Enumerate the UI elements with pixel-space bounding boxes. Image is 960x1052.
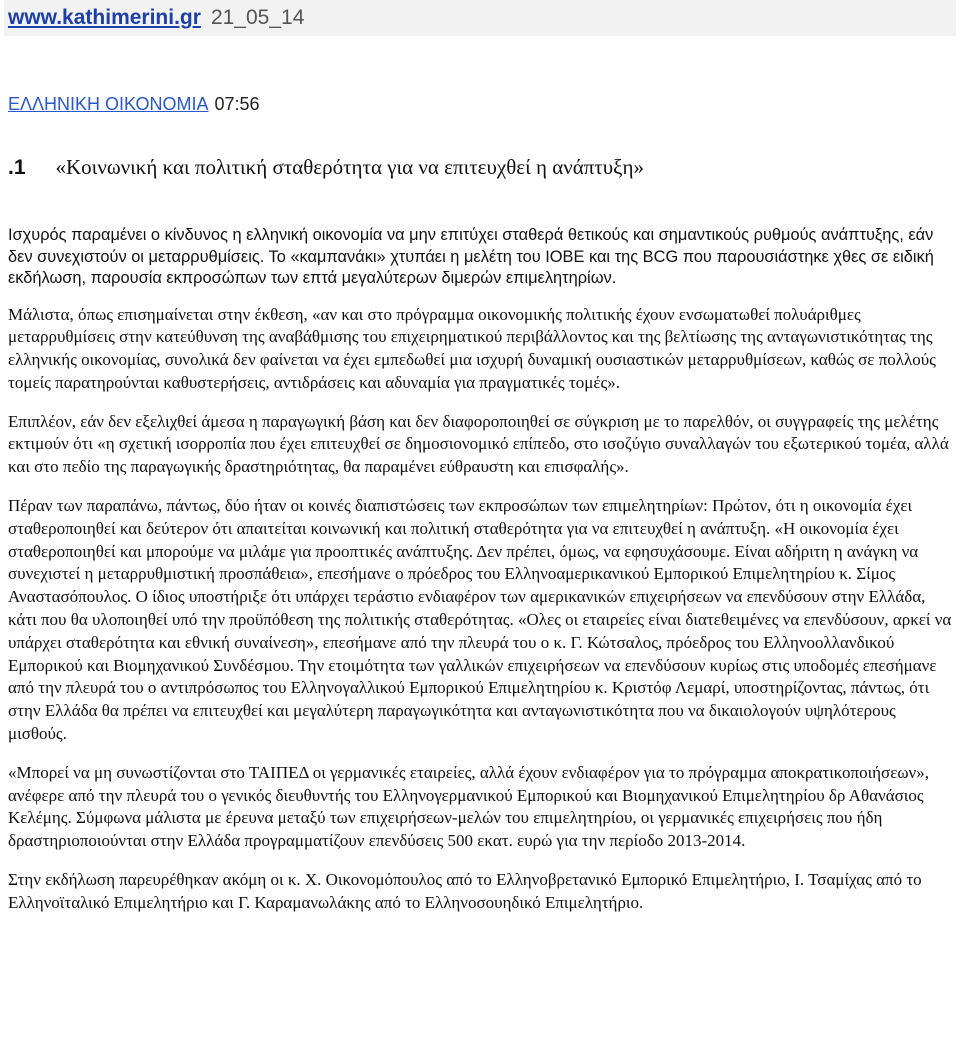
publication-date: 21_05_14 xyxy=(210,6,305,29)
article-paragraph: Πέραν των παραπάνω, πάντως, δύο ήταν οι κοινές διαπιστώσεις των εκπροσώπων των επιμελητηρίων: Πρώτον, ότι η οικονομία έχει σταθεροποιηθεί και δεύτερον ότι απαιτείται κοινωνική και πολιτική σταθερότητα για να επιτευχθεί η ανάπτυξη. «Η οικονομία έχει σταθεροποιηθεί και μπορούμε να μιλάμε για προοπτικές ανάπτυξης. Δεν πρέπει, όμως, να εφησυχάσουμε. Είναι αδήριτη η ανάγκη να συνεχιστεί η μεταρρυθμιστική προσπάθεια», επεσήμανε ο πρόεδρος του Ελληνοαμερικανικού Εμπορικού Επιμελητηρίου κ. Σίμος Αναστασόπουλος. Ο ίδιος υποστήριξε ότι υπάρχει τεράστιο ενδιαφέρον των αμερικανικών επιχειρήσεων να επενδύσουν στην Ελλάδα, κάτι που θα υλοποιηθεί υπό την προϋπόθεση της πολιτικής σταθερότητας. «Ολες οι εταιρείες είναι διατεθειμένες να επενδύσουν, αρκεί να υπάρχει σταθερότητα και εθνική συναίνεση», επεσήμανε από την πλευρά του ο κ. Γ. Κώτσαλος, πρόεδρος του Ελληνοολλανδικού Εμπορικού και Βιομηχανικού Συνδέσμου. Την ετοιμότητα των γαλλικών επιχειρήσεων να επενδύσουν κυρίως στις υποδομές επεσήμανε από την πλευρά του ο αντιπρόσωπος του Ελληνογαλλικού Εμπορικού Επιμελητηρίου κ. Κριστόφ Λεμαρί, υποστηρίζοντας, πάντως, ότι στην Ελλάδα θα πρέπει να επιτευχθεί και μεγαλύτερη παραγωγικότητα και ανταγωνιστικότητα που να δικαιολογούν υψηλότερους μισθούς. xyxy=(8,496,952,744)
article-paragraph: Επιπλέον, εάν δεν εξελιχθεί άμεσα η παραγωγική βάση και δεν διαφοροποιηθεί σε σύγκριση με το παρελθόν, οι συγγραφείς της μελέτης εκτιμούν ότι «η σχετική ισορροπία που έχει επιτευχθεί σε δημοσιονομικό επίπεδο, στο ισοζύγιο συναλλαγών του εξωτερικού τομέα, αλλά και στο πεδίο της παραγωγικής δραστηριότητας, θα παραμένει εύθραυστη και επισφαλής». xyxy=(8,411,949,477)
article-body xyxy=(8,225,954,931)
article-number: .1 xyxy=(8,156,26,179)
site-link[interactable]: www.kathimerini.gr xyxy=(8,6,201,29)
article-paragraph-lead: Ισχυρός παραμένει ο κίνδυνος η ελληνική οικονομία να μην επιτύχει σταθερά θετικούς και σημαντικούς ρυθμούς ανάπτυξης, εάν δεν συνεχιστούν οι μεταρρυθμίσεις. Το «καμπανάκι» χτυπάει η μελέτη του ΙΟΒΕ και της BCG που παρουσιάστηκε χθες σε ειδική εκδήλωση, παρουσία εκπροσώπων των επτά μεγαλύτερων διμερών επιμελητηρίων. xyxy=(8,226,934,287)
article-title-text: «Κοινωνική και πολιτική σταθερότητα για να επιτευχθεί η ανάπτυξη» xyxy=(55,155,644,179)
article-time: 07:56 xyxy=(214,94,260,114)
article-paragraph: Στην εκδήλωση παρευρέθηκαν ακόμη οι κ. Χ. Οικονομόπουλος από το Ελληνοβρετανικό Εμπορικό Επιμελητήριο, Ι. Τσαμίχας από το Ελληνοϊταλικό Επιμελητήριο και Γ. Καραμανωλάκης από το Ελληνοσουηδικό Επιμελητήριο. xyxy=(8,870,922,912)
article-title xyxy=(8,154,948,181)
article-paragraph: «Μπορεί να μη συνωστίζονται στο ΤΑΙΠΕΔ οι γερμανικές εταιρείες, αλλά έχουν ενδιαφέρον για το πρόγραμμα αποκρατικοποιήσεων», ανέφερε από την πλευρά του ο γενικός διευθυντής του Ελληνογερμανικού Εμπορικού και Βιομηχανικού Επιμελητηρίου δρ Αθανάσιος Κελέμης. Σύμφωνα μάλιστα με έρευνα μεταξύ των επιχειρήσεων-μελών του επιμελητηρίου, οι γερμανικές επιχειρήσεις που ήδη δραστηριοποιούνται στην Ελλάδα προγραμματίζουν επενδύσεις 500 εκατ. ευρώ για την περίοδο 2013-2014. xyxy=(8,762,929,851)
section-category-link[interactable]: ΕΛΛΗΝΙΚΗ ΟΙΚΟΝΟΜΙΑ xyxy=(8,94,209,114)
masthead xyxy=(4,0,956,36)
article-paragraph: Μάλιστα, όπως επισημαίνεται στην έκθεση, «αν και στο πρόγραμμα οικονομικής πολιτικής έχουν ενσωματωθεί πολυάριθμες μεταρρυθμίσεις στην κατεύθυνση της αναβάθμισης του επιχειρηματικού περιβάλλοντος και της βελτίωσης της ανταγωνιστικότητας της ελληνικής οικονομίας, συνολικά δεν φαίνεται να έχει εμπεδωθεί μια ισχυρή δυναμική ουσιαστικών μεταρρυθμίσεων, καθώς σε πολλούς τομείς παρατηρούνται καθυστερήσεις, αντιδράσεις και αδυναμία για πραγματικές τομές». xyxy=(8,304,936,392)
section-line xyxy=(8,92,260,116)
